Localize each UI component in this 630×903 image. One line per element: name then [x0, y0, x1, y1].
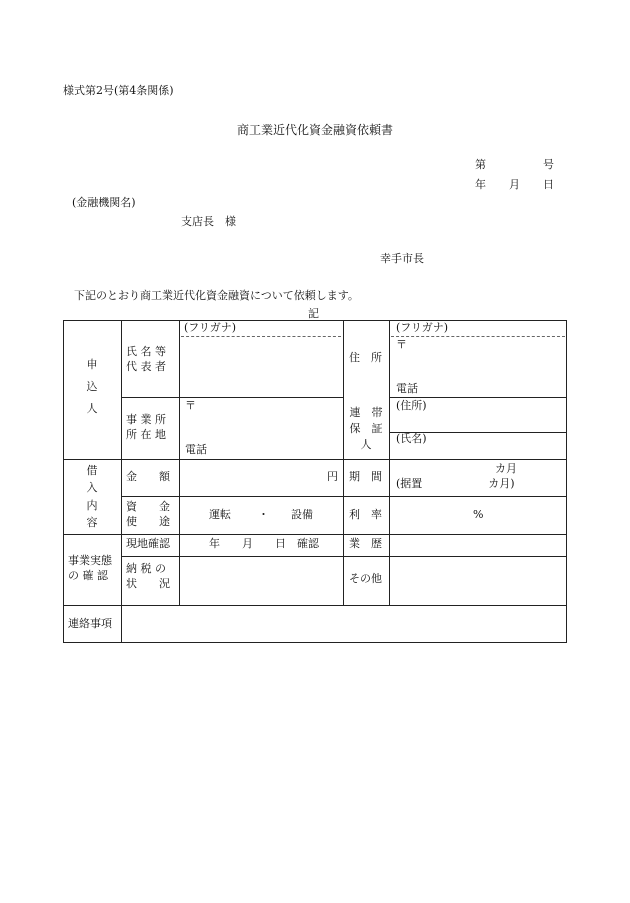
form-number: 様式第2号(第4条関係) — [63, 84, 174, 97]
postal-mark-icon: 〒 — [396, 338, 407, 351]
date-month: 月 — [509, 178, 520, 191]
name-label-1: 氏 名 等 — [126, 345, 166, 358]
mayor-label: 幸手市長 — [380, 252, 424, 265]
office-phone-label: 電話 — [185, 443, 207, 456]
loan-content-label: 借 入 内 容 — [86, 464, 98, 529]
fund-separator: ・ — [258, 508, 269, 521]
tax-label-2: 状 況 — [126, 577, 170, 590]
doc-number-suffix: 号 — [543, 158, 554, 171]
fund-label-1: 資 金 — [126, 500, 170, 513]
date-day: 日 — [543, 178, 554, 191]
name-label-2: 代 表 者 — [126, 360, 166, 373]
amount-label: 金 額 — [126, 470, 170, 483]
contact-label: 連絡事項 — [68, 617, 112, 630]
other-label: その他 — [349, 572, 382, 585]
office-label-1: 事 業 所 — [126, 413, 166, 426]
office-label-2: 所 在 地 — [126, 428, 166, 441]
period-months: カ月 — [495, 462, 517, 475]
office-postal-mark-icon: 〒 — [185, 399, 196, 412]
site-check-value: 年 月 日 確認 — [209, 537, 319, 550]
guarantor-name-label: (氏名) — [396, 432, 427, 445]
furigana-left: (フリガナ) — [184, 321, 237, 334]
document-title: 商工業近代化資金融資依頼書 — [236, 123, 393, 137]
intro-text: 下記のとおり商工業近代化資金融資について依頼します。 — [74, 289, 359, 302]
amount-unit: 円 — [327, 470, 338, 483]
fund-equipment-option[interactable]: 設備 — [291, 508, 313, 521]
loan-request-table — [63, 320, 567, 643]
business-label-1: 事業実態 — [68, 554, 112, 567]
address-label: 住 所 — [349, 351, 382, 364]
guarantor-address-label: (住所) — [396, 399, 427, 412]
business-label-2: の 確 認 — [68, 569, 108, 582]
fund-label-2: 使 途 — [126, 515, 170, 528]
date-year: 年 — [475, 178, 486, 191]
site-check-label: 現地確認 — [126, 537, 170, 550]
doc-number-prefix: 第 — [475, 158, 486, 171]
tax-label-1: 納 税 の — [126, 562, 166, 575]
period-label: 期 間 — [349, 470, 382, 483]
period-deferral: (据置 カ月) — [396, 477, 515, 490]
furigana-right: (フリガナ) — [396, 321, 449, 334]
bank-name-label: (金融機関名) — [72, 196, 136, 209]
applicant-name-field[interactable] — [183, 340, 339, 394]
career-label: 業 歴 — [349, 537, 382, 550]
rate-unit: % — [473, 508, 484, 521]
fund-working-option[interactable]: 運転 — [209, 508, 231, 521]
guarantor-label: 連 帯 保 証 人 — [349, 406, 383, 451]
rate-label: 利 率 — [349, 508, 382, 521]
phone-label: 電話 — [396, 382, 418, 395]
applicant-label: 申 込 人 — [86, 358, 98, 415]
ki-label: 記 — [308, 307, 319, 320]
branch-manager-label: 支店長 様 — [181, 215, 236, 228]
